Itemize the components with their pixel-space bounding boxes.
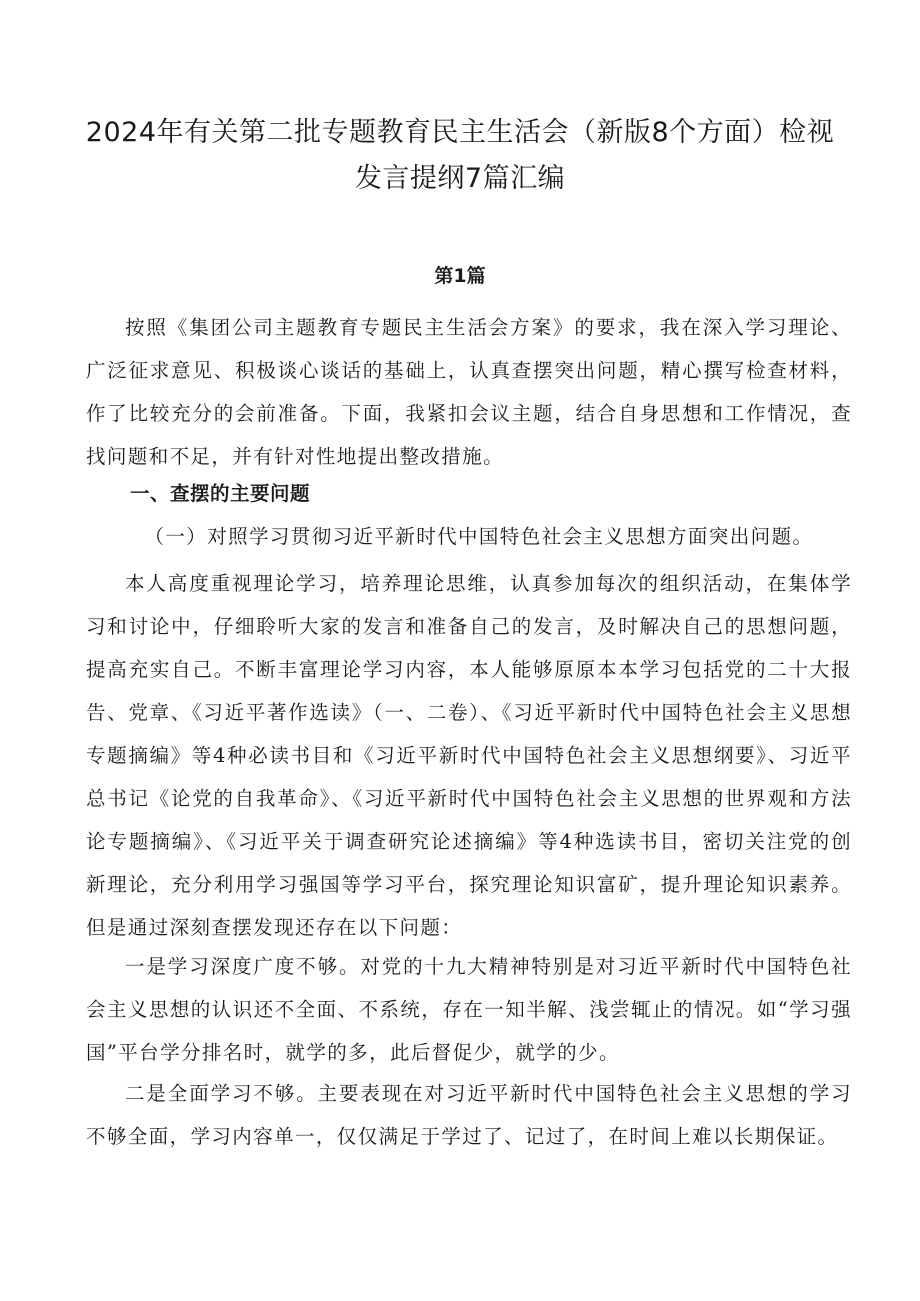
- point-paragraph-2: 二是全面学习不够。主要表现在对习近平新时代中国特色社会主义思想的学习不够全面，学习内容单一，仅仅满足于学过了、记过了，在时间上难以长期保证。: [86, 1082, 852, 1148]
- point-paragraph-1: 一是学习深度广度不够。对党的十九大精神特别是对习近平新时代中国特色社会主义思想的认识还不全面、不系统，存在一知半解、浅尝辄止的情况。如“学习强国”平台学分排名时，就学的多，此后督促少，就学的少。: [86, 955, 852, 1064]
- heading-main-problems: 一、查摆的主要问题: [130, 482, 311, 505]
- body-paragraph-1: 本人高度重视理论学习，培养理论思维，认真参加每次的组织活动，在集体学习和讨论中，仔细聆听大家的发言和准备自己的发言，及时解决自己的思想问题，提高充实自己。不断丰富理论学习内容，本人能够原原本本学习包括党的二十大报告、党章、《习近平著作选读》（一、二卷）、《习近平新时代中国特色社会主义思想专题摘编》等4种必读书目和《习近平新时代中国特色社会主义思想纲要》、习近平总书记《论党的自我革命》、《习近平新时代中国特色社会主义思想的世界观和方法论专题摘编》、《习近平关于调查研究论述摘编》等4种选读书目，密切关注党的创新理论，充分利用学习强国等学习平台，探究理论知识富矿，提升理论知识素养。但是通过深刻查摆发现还存在以下问题：: [86, 572, 852, 939]
- intro-paragraph: 按照《集团公司主题教育专题民主生活会方案》的要求，我在深入学习理论、广泛征求意见、积极谈心谈话的基础上，认真查摆突出问题，精心撰写检查材料，作了比较充分的会前准备。下面，我紧扣会议主题，结合自身思想和工作情况，查找问题和不足，并有针对性地提出整改措施。: [86, 316, 852, 468]
- sub-heading-1: （一）对照学习贯彻习近平新时代中国特色社会主义思想方面突出问题。: [144, 525, 814, 548]
- document-title: 2024年有关第二批专题教育民主生活会（新版8个方面）检视发言提纲7篇汇编: [85, 117, 835, 194]
- section-label: 第1篇: [434, 265, 486, 287]
